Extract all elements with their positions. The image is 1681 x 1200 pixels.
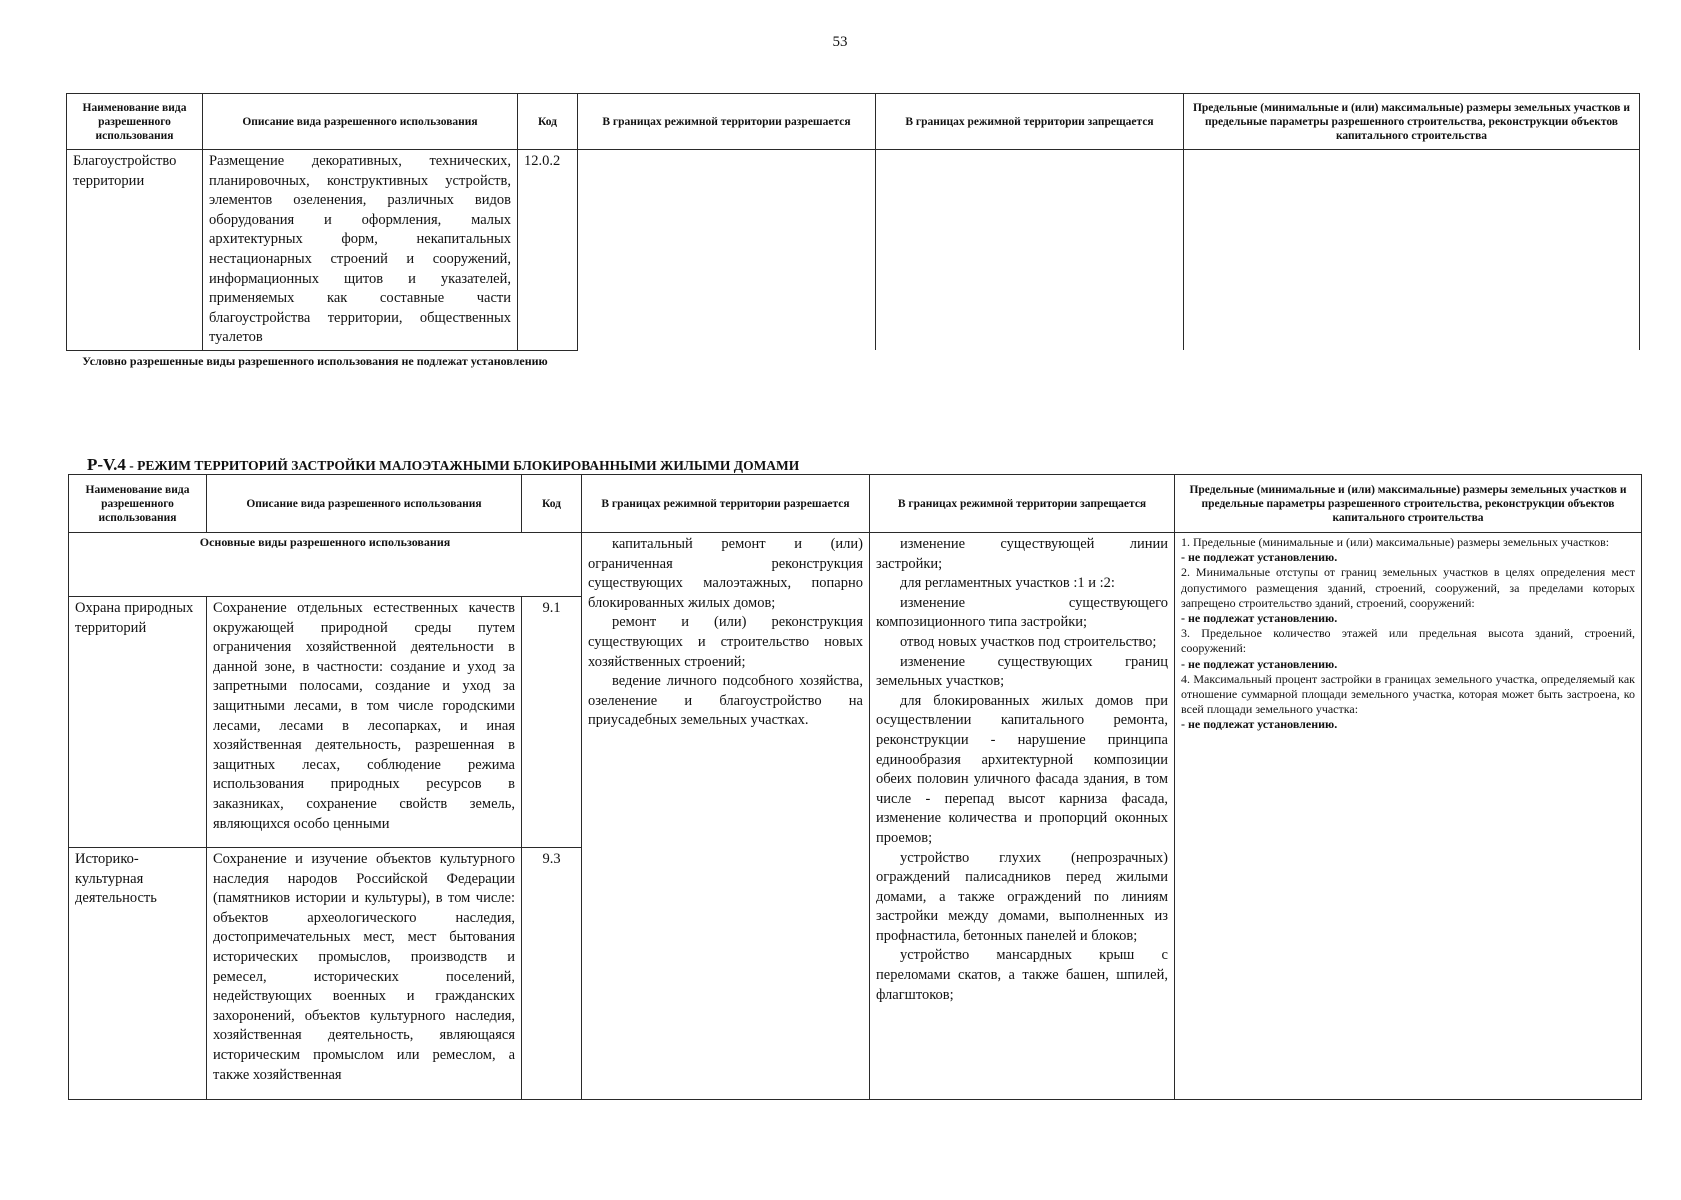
forbidden-item: для блокированных жилых домов при осуществлении капитального ремонта, реконструкции - нарушение принципа единообразия архитектурной композиции обеих половин уличного фасада здания, в том числе - перепад высот карниза фасада, изменение количества и пропорций оконных проемов; xyxy=(876,692,1168,846)
regime-table-main xyxy=(68,474,1642,1100)
row-code: 12.0.2 xyxy=(518,150,578,351)
limit-item: 4. Максимальный процент застройки в границах земельного участка, определяемый как отношение суммарной площади земельного участка, которая может быть застроена, ко всей площади земельного участка: xyxy=(1181,671,1635,717)
row-description: Сохранение и изучение объектов культурного наследия народов Российской Федерации (памятников истории и культуры), в том числе: объектов археологического наследия, достопримечательных мест, мест бытования исторических промыслов, производств и ремесел, исторических поселений, недействующих военных и гражданских захоронений, объектов культурного наследия, хозяйственная деятельность, являющаяся историческим промыслом или ремеслом, а также хозяйственная xyxy=(207,848,522,1100)
allowed-item: ведение личного подсобного хозяйства, озеленение и благоустройство на приусадебных земельных участках. xyxy=(588,673,863,729)
header-description: Описание вида разрешенного использования xyxy=(207,475,522,533)
forbidden-list xyxy=(870,533,1175,1100)
header-forbidden: В границах режимной территории запрещается xyxy=(870,475,1175,533)
header-name: Наименование вида разрешенного использования xyxy=(69,475,207,533)
header-description: Описание вида разрешенного использования xyxy=(203,94,518,150)
limit-value: - не подлежат установлению. xyxy=(1181,717,1338,732)
section-code: Р-V.4 xyxy=(87,455,126,474)
row-code: 9.3 xyxy=(522,848,582,1100)
forbidden-item: изменение существующего композиционного типа застройки; xyxy=(876,594,1168,631)
forbidden-item: отвод новых участков под строительство; xyxy=(900,633,1157,650)
allowed-cell xyxy=(578,150,876,351)
section-name: РЕЖИМ ТЕРРИТОРИЙ ЗАСТРОЙКИ МАЛОЭТАЖНЫМИ БЛОКИРОВАННЫМИ ЖИЛЫМИ ДОМАМИ xyxy=(137,458,800,473)
limits-cell xyxy=(1184,150,1640,351)
row-name: Охрана природных территорий xyxy=(69,597,207,848)
header-allowed: В границах режимной территории разрешается xyxy=(582,475,870,533)
header-code: Код xyxy=(518,94,578,150)
row-description: Размещение декоративных, технических, планировочных, конструктивных устройств, элементов озеленения, различных видов оборудования и оформления, малых архитектурных форм, некапитальных нестационарных строений и сооружений, информационных щитов и указателей, применяемых как составные части благоустройства территории, общественных туалетов xyxy=(203,150,518,351)
regime-table-top xyxy=(66,93,1640,351)
forbidden-item: изменение существующей линии застройки; xyxy=(876,536,1168,572)
header-limits: Предельные (минимальные и (или) максимальные) размеры земельных участков и предельные параметры разрешенного строительства, реконструкции объектов капитального строительства xyxy=(1175,475,1642,533)
allowed-item: капитальный ремонт и (или) ограниченная реконструкция существующих малоэтажных, попарно блокированных жилых домов; xyxy=(588,536,863,611)
forbidden-item: изменение существующих границ земельных участков; xyxy=(876,653,1168,690)
limit-item: 2. Минимальные отступы от границ земельных участков в целях определения мест допустимого размещения зданий, строений, сооружений, за пределами которых запрещено строительство зданий, строений, сооружений: xyxy=(1181,565,1635,610)
forbidden-item: устройство глухих (непрозрачных) ограждений палисадников перед жилыми домами, а также ограждений по линиям застройки между домами, выполненных из профнастила, бетонных панелей и блоков; xyxy=(876,849,1168,944)
limit-item: 1. Предельные (минимальные и (или) максимальные) размеры земельных участков: xyxy=(1181,535,1610,549)
header-name: Наименование вида разрешенного использования xyxy=(67,94,203,150)
limit-value: - не подлежат установлению. xyxy=(1181,550,1338,565)
group-title: Основные виды разрешенного использования xyxy=(69,533,582,597)
forbidden-cell xyxy=(876,150,1184,351)
header-forbidden: В границах режимной территории запрещается xyxy=(876,94,1184,150)
limits-list xyxy=(1175,533,1642,1100)
limit-value: - не подлежат установлению. xyxy=(1181,656,1338,671)
allowed-list xyxy=(582,533,870,1100)
allowed-item: ремонт и (или) реконструкция существующих и строительство новых хозяйственных строений; xyxy=(588,614,863,670)
row-description: Сохранение отдельных естественных качеств окружающей природной среды путем ограничения хозяйственной деятельности в данной зоне, в частности: создание и уход за запретными полосами, создание и уход за защитными лесами, в том числе городскими лесами, лесами в лесопарках, и иная хозяйственная деятельность, разрешенная в защитных лесах, соблюдение режима использования природных ресурсов в заказниках, сохранение свойств земель, являющихся особо ценными xyxy=(207,597,522,848)
page-number: 53 xyxy=(832,34,848,50)
row-code: 9.1 xyxy=(522,597,582,848)
header-limits: Предельные (минимальные и (или) максимальные) размеры земельных участков и предельные параметры разрешенного строительства, реконструкции объектов капитального строительства xyxy=(1184,94,1640,150)
header-code: Код xyxy=(522,475,582,533)
row-name: Благоустройство территории xyxy=(67,150,203,351)
row-name: Историко-культурная деятельность xyxy=(69,848,207,1100)
forbidden-item: для регламентных участков :1 и :2: xyxy=(900,575,1115,592)
conditional-uses-note: Условно разрешенные виды разрешенного использования не подлежат установлению xyxy=(82,354,548,368)
limit-value: - не подлежат установлению. xyxy=(1181,611,1338,626)
section-dash: - xyxy=(125,458,138,473)
section-title xyxy=(87,455,1087,475)
forbidden-item: устройство мансардных крыш с переломами скатов, а также башен, шпилей, флагштоков; xyxy=(876,947,1168,1003)
header-allowed: В границах режимной территории разрешается xyxy=(578,94,876,150)
limit-item: 3. Предельное количество этажей или предельная высота зданий, строений, сооружений: xyxy=(1181,626,1635,656)
